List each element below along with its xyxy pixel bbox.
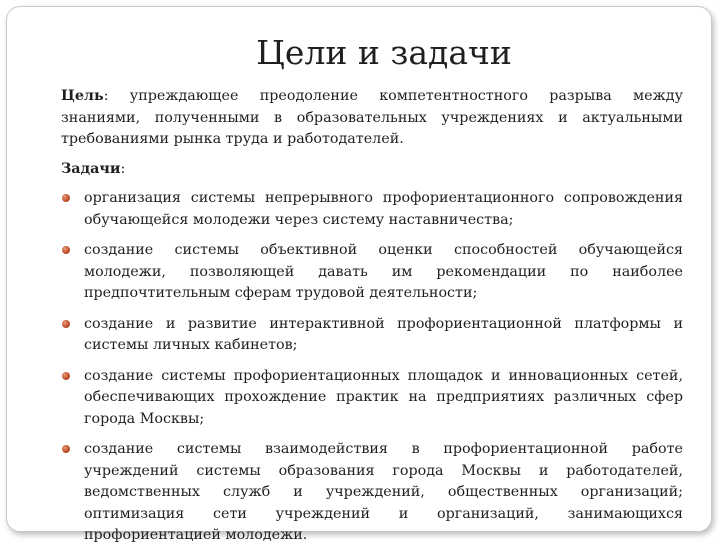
bullet-icon: [62, 372, 70, 380]
goal-text: : упреждающее преодоление компетентностного разрыва между знаниями, полученными в образовательных учреждениях и актуальными требованиями рынка труда и работодателей.: [61, 88, 683, 147]
task-item: [61, 439, 683, 547]
bullet-icon: [62, 320, 70, 328]
slide-frame: [6, 6, 712, 543]
task-item: [61, 240, 683, 305]
task-item: [61, 188, 683, 231]
bullet-icon: [62, 246, 70, 254]
task-list: [61, 188, 683, 547]
goal-paragraph: [61, 86, 683, 151]
tasks-colon: :: [120, 160, 126, 177]
task-item: [61, 314, 683, 357]
bullet-icon: [62, 445, 70, 453]
task-text: создание и развитие интерактивной профориентационной платформы и системы личных кабинетов;: [84, 315, 683, 353]
tasks-heading: [61, 159, 683, 181]
task-item: [61, 366, 683, 431]
tasks-label: Задачи: [61, 160, 121, 177]
slide-content: [61, 86, 683, 556]
task-text: создание системы профориентационных площадок и инновационных сетей, обеспечивающих прохождение практик на предприятиях различных сфер города Москвы;: [84, 367, 683, 427]
task-text: создание системы объективной оценки способностей обучающейся молодежи, позволяющей давать им рекомендации по наиболее предпочтительным сферам трудовой деятельности;: [84, 242, 683, 301]
task-text: создание системы взаимодействия в профориентационной работе учреждений системы образования города Москвы и работодателей, ведомственных служб и учреждений, общественных организаций; оптимизация сети учреждений и организаций, занимающихся профориентацией молодежи.: [84, 441, 683, 543]
task-text: организация системы непрерывного профориентационного сопровождения обучающейся молодежи через систему наставничества;: [84, 190, 683, 228]
goal-label: Цель: [61, 88, 104, 104]
page-title: Цели и задачи: [256, 33, 512, 72]
bullet-icon: [62, 194, 70, 202]
